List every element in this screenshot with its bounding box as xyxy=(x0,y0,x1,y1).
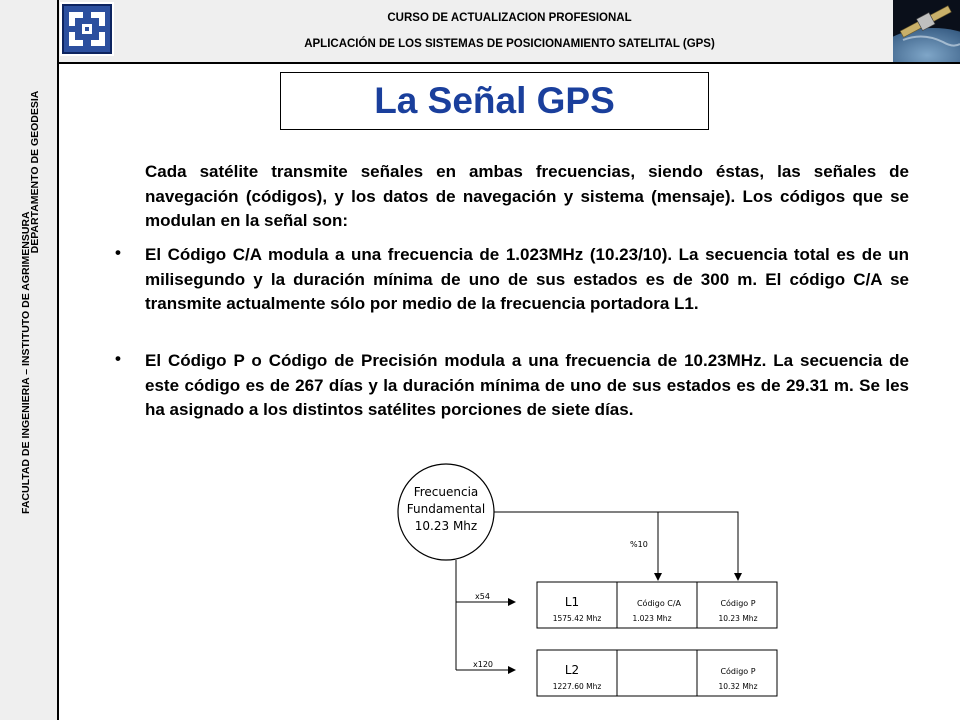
multiplier-l2: x120 xyxy=(473,660,494,669)
divide-label: %10 xyxy=(630,540,648,549)
bullet-ca-code: El Código C/A modula a una frecuencia de 1.023MHz (10.23/10). La secuencia total es de un milisegundo y la duración mínima de uno de sus estados es de 300 m. El código C/A se transmite actualmente sólo por medio de la frecuencia portadora L1. xyxy=(145,245,909,313)
intro-paragraph: Cada satélite transmite señales en ambas frecuencias, siendo éstas, las señales de navegación (códigos), y los datos de navegación y sistema (mensaje). Los códigos que se modulan en la señal son: xyxy=(145,162,909,230)
title-box xyxy=(280,72,709,130)
header-bar xyxy=(59,0,960,64)
gps-frequency-diagram xyxy=(380,452,780,702)
multiplier-l1: x54 xyxy=(475,592,490,601)
sidebar-department-text: DEPARTAMENTO DE GEODESIA xyxy=(29,90,41,254)
l1-name: L1 xyxy=(564,595,580,609)
empty-code-box xyxy=(617,650,697,696)
p-code-label-l1: Código P xyxy=(720,599,756,608)
l2-name: L2 xyxy=(564,663,580,677)
ca-code-label: Código C/A xyxy=(636,599,682,608)
p-code-frequency-l2: 10.32 Mhz xyxy=(718,682,758,691)
course-title: CURSO DE ACTUALIZACION PROFESIONAL xyxy=(387,12,632,24)
p-code-frequency-l1: 10.23 Mhz xyxy=(718,614,758,623)
bullet-p-code: El Código P o Código de Precisión modula a una frecuencia de 10.23MHz. La secuencia de este código es de 267 días y la duración mínima de uno de sus estados es de 29.31 m. Se les ha asignado a los distintos satélites porciones de siete días. xyxy=(145,351,909,419)
branch-line-right xyxy=(494,512,738,580)
circle-label-1: Frecuencia xyxy=(413,485,479,499)
circle-label-2: Fundamental xyxy=(406,502,486,516)
p-code-label-l2: Código P xyxy=(720,667,756,676)
course-subtitle: APLICACIÓN DE LOS SISTEMAS DE POSICIONAMIENTO SATELITAL (GPS) xyxy=(304,38,715,50)
university-logo-icon xyxy=(60,2,114,56)
l1-frequency: 1575.42 Mhz xyxy=(552,614,602,623)
sidebar-institution-text: FACULTAD DE INGENIERIA – INSTITUTO DE AGRIMENSURA xyxy=(20,211,32,514)
l2-frequency: 1227.60 Mhz xyxy=(552,682,602,691)
ca-code-frequency: 1.023 Mhz xyxy=(632,614,672,623)
left-sidebar xyxy=(0,0,59,720)
bullet-marker: • xyxy=(115,243,121,262)
bullet-marker: • xyxy=(115,349,121,368)
slide-title: La Señal GPS xyxy=(374,80,615,121)
circle-label-3: 10.23 Mhz xyxy=(414,519,478,533)
satellite-image-icon xyxy=(893,0,960,62)
